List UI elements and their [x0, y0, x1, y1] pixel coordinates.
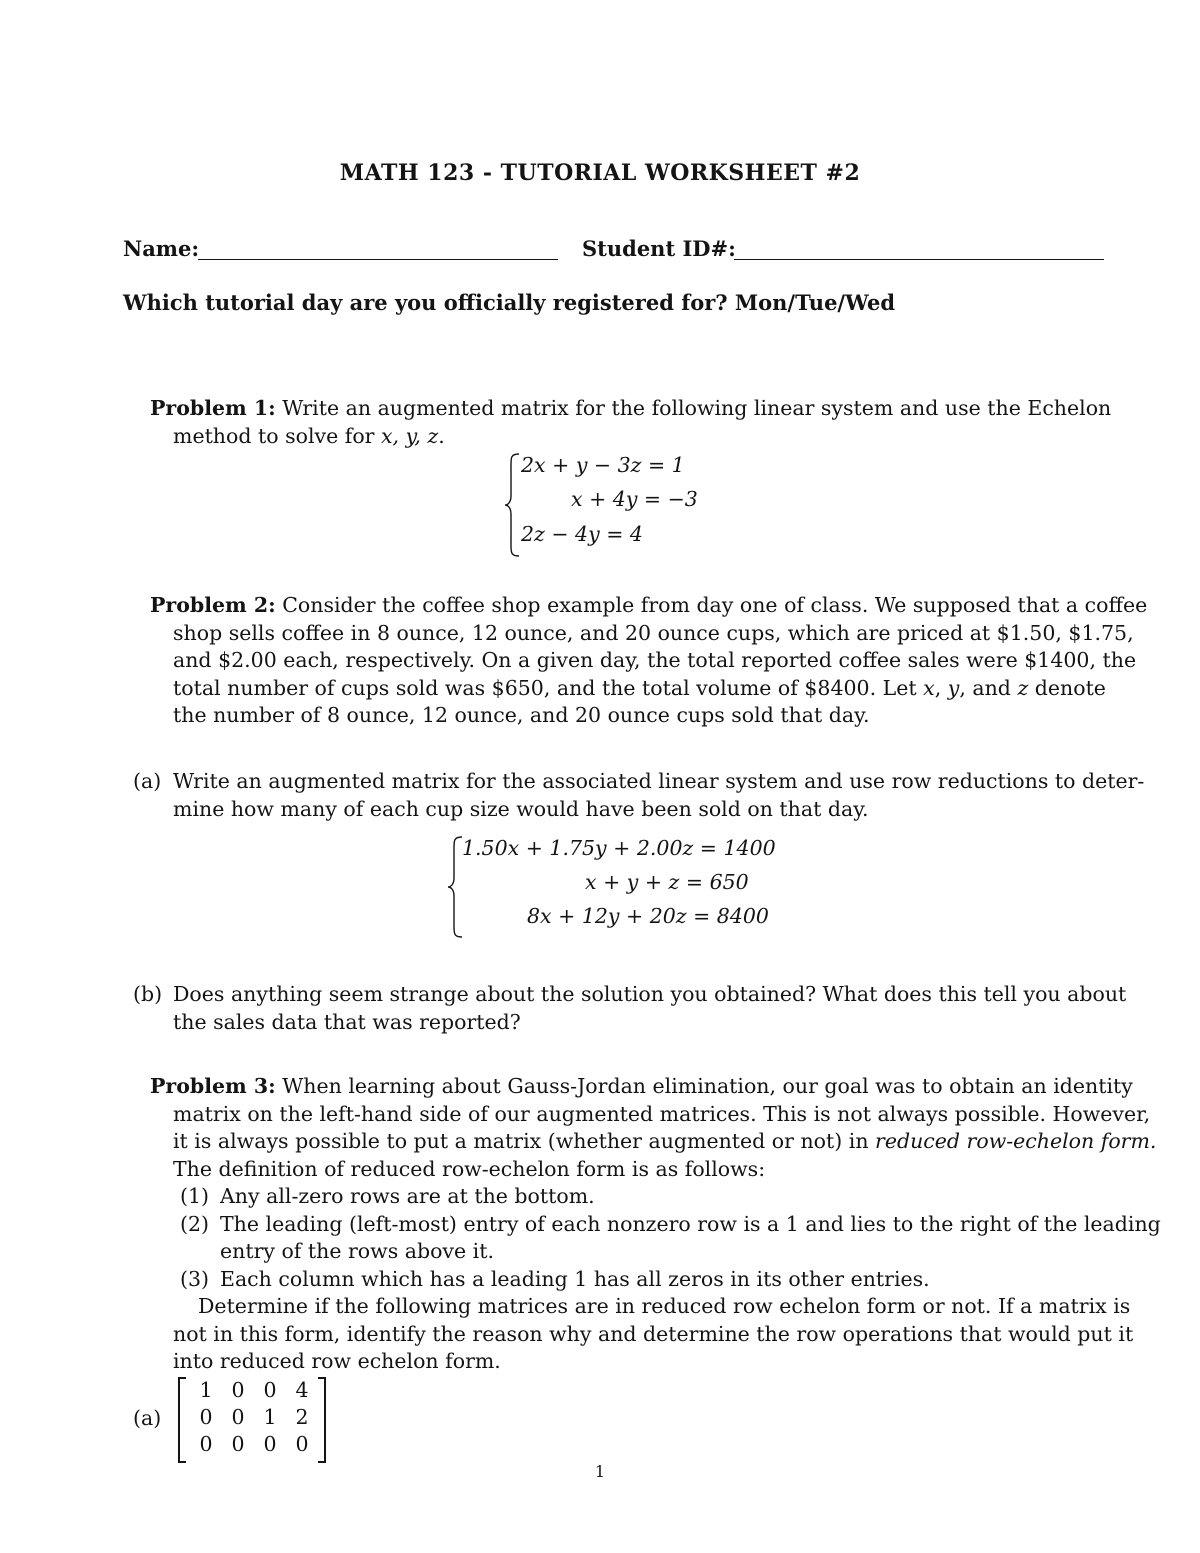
problem-3-text-line3: it is always possible to put a matrix (whether augmented or not) in: [173, 1129, 876, 1153]
definition-item-2-number: (2): [180, 1211, 210, 1236]
student-id-field[interactable]: [734, 259, 1104, 260]
variable-z: z: [1017, 675, 1029, 700]
problem-1-text-line2: method to solve for: [173, 423, 381, 448]
problem-1-variables: x, y, z: [380, 423, 439, 448]
tutorial-day-question: Which tutorial day are you officially registered for? Mon/Tue/Wed: [123, 290, 896, 315]
problem-2-text-line3: and $2.00 each, respectively. On a given day, the total reported coffee sales were $1400, the: [173, 648, 1137, 672]
problem-3-text-line1: When learning about Gauss-Jordan elimination, our goal was to obtain an identity: [275, 1074, 1133, 1098]
problem-2-text-line1: Consider the coffee shop example from day one of class. We supposed that a coffee: [275, 593, 1148, 617]
comma-and: , and: [959, 675, 1018, 700]
matrix-a-cell: 0: [295, 1432, 309, 1456]
reduced-row-echelon-term: reduced row-echelon form.: [875, 1129, 1157, 1153]
system-2-equation-2: x + y + z = 650: [585, 870, 749, 894]
problem-2-text-line4-end: denote: [1028, 675, 1106, 700]
variable-y: y: [947, 675, 960, 700]
student-id-label: Student ID#:: [582, 236, 736, 261]
matrix-a-cell: 0: [199, 1432, 213, 1456]
part-a-text-line1: Write an augmented matrix for the associated linear system and use row reductions to deter-: [173, 769, 1145, 793]
matrix-a-cell: 0: [231, 1405, 245, 1429]
problem-2-text-line2: shop sells coffee in 8 ounce, 12 ounce, and 20 ounce cups, which are priced at $1.50, $1.75,: [173, 620, 1134, 645]
definition-item-3-number: (3): [180, 1266, 210, 1291]
problem-1-period: .: [438, 423, 445, 448]
matrix-a-left-bracket: [177, 1377, 187, 1463]
problem-1-text: Write an augmented matrix for the following linear system and use the Echelon: [275, 396, 1112, 420]
part-b-text-line2: the sales data that was reported?: [173, 1009, 521, 1034]
left-brace-system-1: [504, 452, 522, 558]
matrix-a-cell: 1: [263, 1405, 277, 1429]
determine-text-line3: into reduced row echelon form.: [173, 1349, 501, 1373]
matrix-a-cell: 0: [263, 1432, 277, 1456]
problem-1-label: Problem 1:: [150, 396, 276, 420]
problem-1: [150, 395, 1110, 450]
system-2-equation-1: 1.50x + 1.75y + 2.00z = 1400: [462, 836, 776, 860]
part-b-text-line1: Does anything seem strange about the solution you obtained? What does this tell you about: [173, 982, 1127, 1006]
comma-1: ,: [934, 675, 948, 700]
part-b-marker: (b): [133, 982, 163, 1006]
determine-text-line1: Determine if the following matrices are in reduced row echelon form or not. If a matrix is: [198, 1294, 1131, 1318]
system-1-equation-3: 2z − 4y = 4: [521, 522, 643, 546]
worksheet-title: MATH 123 - TUTORIAL WORKSHEET #2: [339, 160, 861, 186]
definition-item-3: Each column which has a leading 1 has all zeros in its other entries.: [220, 1266, 930, 1291]
definition-item-2-line2: entry of the rows above it.: [220, 1239, 494, 1263]
problem-3-label: Problem 3:: [150, 1074, 276, 1098]
definition-item-1-number: (1): [180, 1184, 210, 1208]
matrix-a-cell: 0: [231, 1432, 245, 1456]
matrix-a-cell: 1: [199, 1378, 213, 1402]
matrix-a-cell: 0: [263, 1378, 277, 1402]
system-1-equation-1: 2x + y − 3z = 1: [521, 453, 685, 477]
system-2-equation-3: 8x + 12y + 20z = 8400: [527, 904, 769, 928]
problem-2-text-line5: the number of 8 ounce, 12 ounce, and 20 ounce cups sold that day.: [173, 703, 870, 727]
part-a-text-line2: mine how many of each cup size would have been sold on that day.: [173, 796, 869, 821]
part-a-marker: (a): [133, 769, 162, 793]
page-number: 1: [594, 1462, 606, 1481]
matrix-a-label: (a): [133, 1406, 162, 1430]
matrix-a-cell: 0: [231, 1378, 245, 1402]
name-field[interactable]: [198, 259, 558, 260]
problem-2: [150, 592, 1148, 730]
variable-x: x: [923, 675, 935, 700]
matrix-a-cell: 2: [295, 1405, 309, 1429]
matrix-a-cell: 4: [295, 1378, 309, 1402]
problem-2-text-line4: total number of cups sold was $650, and the total volume of $8400. Let: [173, 675, 924, 700]
matrix-a-cell: 0: [199, 1405, 213, 1429]
matrix-a-right-bracket: [317, 1377, 327, 1463]
problem-3-text-line4: The definition of reduced row-echelon form is as follows:: [173, 1156, 766, 1181]
problem-2-part-a: [133, 768, 1145, 823]
definition-item-2-line1: The leading (left-most) entry of each nonzero row is a 1 and lies to the right of the leading: [220, 1211, 1161, 1236]
problem-2-part-b: [133, 981, 1127, 1036]
system-1-equation-2: x + 4y = −3: [571, 487, 698, 511]
problem-3-text-line2: matrix on the left-hand side of our augmented matrices. This is not always possible. However,: [173, 1101, 1151, 1126]
problem-3: [150, 1073, 1161, 1376]
name-label: Name:: [123, 236, 200, 261]
definition-item-1: Any all-zero rows are at the bottom.: [220, 1184, 595, 1208]
problem-2-label: Problem 2:: [150, 593, 276, 617]
determine-text-line2: not in this form, identify the reason why and determine the row operations that would put it: [173, 1321, 1134, 1346]
